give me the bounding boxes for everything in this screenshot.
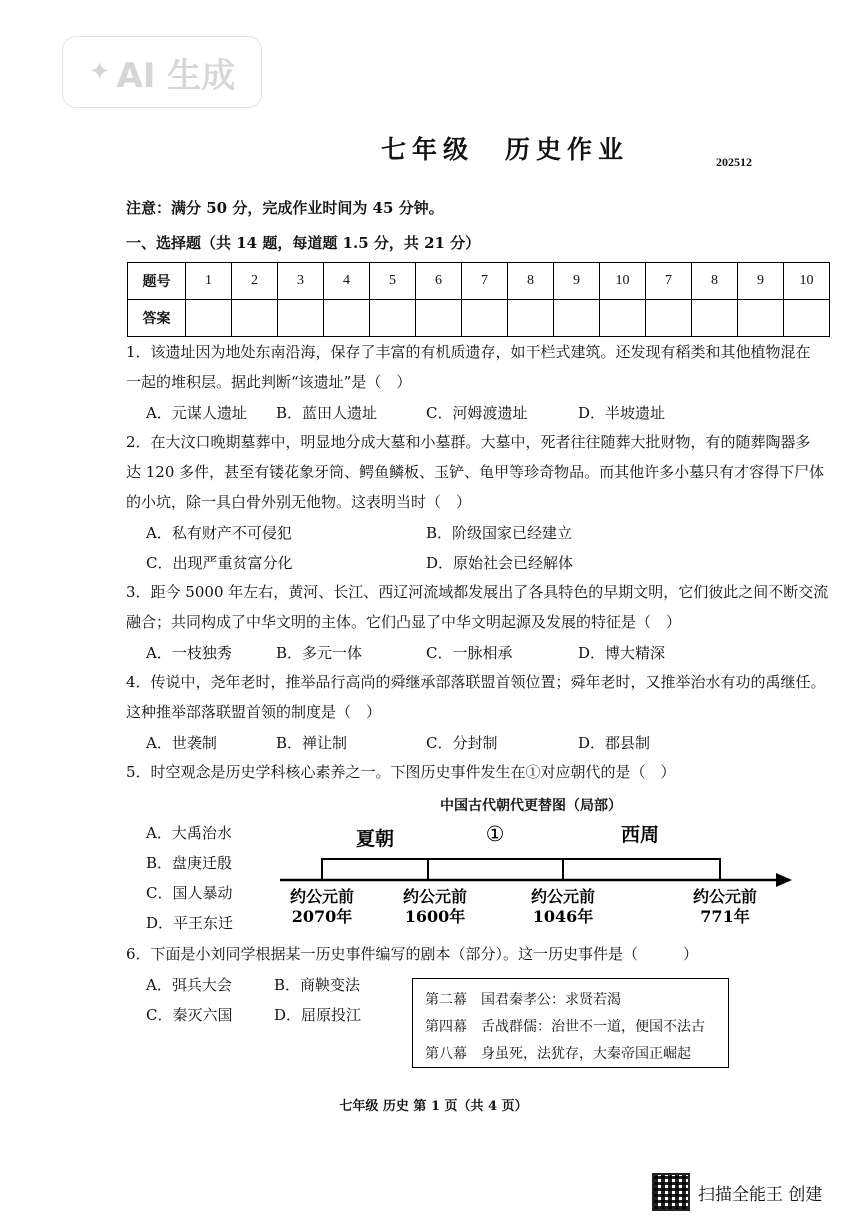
option: C．一脉相承 (426, 644, 513, 662)
option: D．郡县制 (578, 734, 651, 752)
option: D．博大精深 (578, 644, 666, 662)
date-label: 约公元前 (289, 887, 355, 906)
answer-cell[interactable] (370, 300, 416, 337)
answer-cell[interactable] (738, 300, 784, 337)
question-stem: 这种推举部落联盟首领的制度是（ ） (126, 703, 382, 721)
date-label: 约公元前 (692, 887, 758, 906)
question-number: 7 (462, 263, 508, 300)
option: A．私有财产不可侵犯 (146, 524, 292, 542)
option: A．弭兵大会 (146, 976, 232, 994)
option: D．屈原投江 (274, 1006, 362, 1024)
badge-text: AI 生成 (116, 55, 236, 96)
answer-cell[interactable] (416, 300, 462, 337)
table-row (128, 300, 830, 337)
question-1 (126, 337, 832, 397)
script-line: 第八幕 身虽死，法犹存，大秦帝国正崛起 (425, 1046, 691, 1062)
answer-cell[interactable] (692, 300, 738, 337)
era-label: 西周 (620, 824, 660, 846)
question-stem: 1．该遗址因为地处东南沿海，保存了丰富的有机质遗存，如干栏式建筑。还发现有稻类和其他植物混在 (126, 343, 811, 361)
date-year: 1600年 (404, 907, 466, 926)
script-line: 第二幕 国君秦孝公：求贤若渴 (425, 992, 621, 1008)
question-4 (126, 667, 832, 727)
option: B．禅让制 (276, 734, 348, 752)
option: D．原始社会已经解体 (426, 554, 574, 572)
question-number: 8 (692, 263, 738, 300)
question-stem: 3．距今 5000 年左右，黄河、长江、西辽河流域都发展出了各具特色的早期文明，它们彼此之间不断交流 (126, 583, 829, 601)
question-number: 9 (554, 263, 600, 300)
answer-cell[interactable] (646, 300, 692, 337)
notice: 注意：满分 50 分，完成作业时间为 45 分钟。 (126, 199, 444, 217)
option: B．商鞅变法 (274, 976, 361, 994)
timeline-title: 中国古代朝代更替图（局部） (440, 798, 622, 814)
page-title: 七年级 历史作业 (380, 135, 629, 164)
answer-cell[interactable] (600, 300, 646, 337)
row-label: 题号 (128, 263, 186, 300)
era-bracket-xia (322, 859, 428, 880)
question-number: 2 (232, 263, 278, 300)
option: D．平王东迁 (146, 914, 234, 932)
date-label: 约公元前 (530, 887, 596, 906)
option: D．半坡遗址 (578, 404, 666, 422)
answer-cell[interactable] (324, 300, 370, 337)
era-bracket-1 (428, 859, 563, 880)
date-year: 2070年 (291, 907, 353, 926)
option: B．多元一体 (276, 644, 363, 662)
option: C．国人暴动 (146, 884, 233, 902)
question-stem: 达 120 多件，甚至有镂花象牙筒、鳄鱼鳞板、玉铲、龟甲等珍奇物品。而其他许多小墓只有才容得下尸体 (126, 463, 825, 481)
sparkle-icon: ✦ (88, 57, 111, 87)
question-stem: 的小坑，除一具白骨外别无他物。这表明当时（ ） (126, 493, 472, 511)
doc-code: 202512 (716, 155, 752, 169)
question-number: 6 (416, 263, 462, 300)
question-number: 1 (186, 263, 232, 300)
arrow-icon (776, 873, 792, 887)
question-5 (126, 757, 832, 787)
option: C．分封制 (426, 734, 498, 752)
question-number: 3 (278, 263, 324, 300)
answer-cell[interactable] (784, 300, 830, 337)
script-line: 第四幕 舌战群儒：治世不一道，便国不法古 (425, 1019, 705, 1035)
era-label: ① (485, 822, 505, 846)
question-number: 9 (738, 263, 784, 300)
answer-table (127, 262, 830, 337)
question-stem: 一起的堆积层。据此判断“该遗址”是（ ） (126, 373, 412, 391)
answer-cell[interactable] (508, 300, 554, 337)
question-number: 5 (370, 263, 416, 300)
option: B．蓝田人遗址 (276, 404, 378, 422)
option: B．阶级国家已经建立 (426, 524, 573, 542)
option: A．一枝独秀 (146, 644, 232, 662)
date-year: 771年 (700, 907, 750, 926)
option: A．元谋人遗址 (146, 404, 247, 422)
question-number: 10 (784, 263, 830, 300)
answer-cell[interactable] (278, 300, 324, 337)
question-2 (126, 427, 832, 517)
option: C．出现严重贫富分化 (146, 554, 293, 572)
question-number: 4 (324, 263, 370, 300)
question-stem: 5．时空观念是历史学科核心素养之一。下图历史事件发生在①对应朝代的是（ ） (126, 763, 676, 781)
question-number: 10 (600, 263, 646, 300)
page-footer: 七年级 历史 第 1 页（共 4 页） (339, 1099, 528, 1114)
answer-cell[interactable] (462, 300, 508, 337)
option: C．河姆渡遗址 (426, 404, 528, 422)
option: A．大禹治水 (146, 824, 232, 842)
era-label: 夏朝 (355, 828, 395, 850)
qr-code-icon (652, 1173, 690, 1211)
dynasty-timeline (280, 815, 800, 930)
option: C．秦灭六国 (146, 1006, 233, 1024)
scanner-watermark (652, 1173, 822, 1211)
question-stem: 4．传说中，尧年老时，推举品行高尚的舜继承部落联盟首领位置；舜年老时，又推举治水有功的禹继任。 (126, 673, 826, 691)
scanner-text: 扫描全能王 创建 (698, 1184, 823, 1205)
option: A．世袭制 (146, 734, 217, 752)
ai-generated-badge (62, 36, 262, 108)
answer-cell[interactable] (232, 300, 278, 337)
date-year: 1046年 (532, 907, 594, 926)
answer-cell[interactable] (186, 300, 232, 337)
question-number: 8 (508, 263, 554, 300)
question-stem: 融合；共同构成了中华文明的主体。它们凸显了中华文明起源及发展的特征是（ ） (126, 613, 682, 631)
row-label: 答案 (128, 300, 186, 337)
section-heading: 一、选择题（共 14 题，每道题 1.5 分，共 21 分） (126, 234, 481, 252)
era-bracket-western-zhou (563, 859, 720, 880)
answer-cell[interactable] (554, 300, 600, 337)
question-stem: 2．在大汶口晚期墓葬中，明显地分成大墓和小墓群。大墓中，死者往往随葬大批财物，有的随葬陶器多 (126, 433, 811, 451)
question-stem: 6．下面是小刘同学根据某一历史事件编写的剧本（部分）。这一历史事件是（ ） (126, 945, 699, 963)
option: B．盘庚迁殷 (146, 854, 233, 872)
date-label: 约公元前 (402, 887, 468, 906)
question-6 (126, 939, 832, 969)
table-row (128, 263, 830, 300)
question-number: 7 (646, 263, 692, 300)
question-3 (126, 577, 832, 637)
script-box (412, 978, 729, 1068)
